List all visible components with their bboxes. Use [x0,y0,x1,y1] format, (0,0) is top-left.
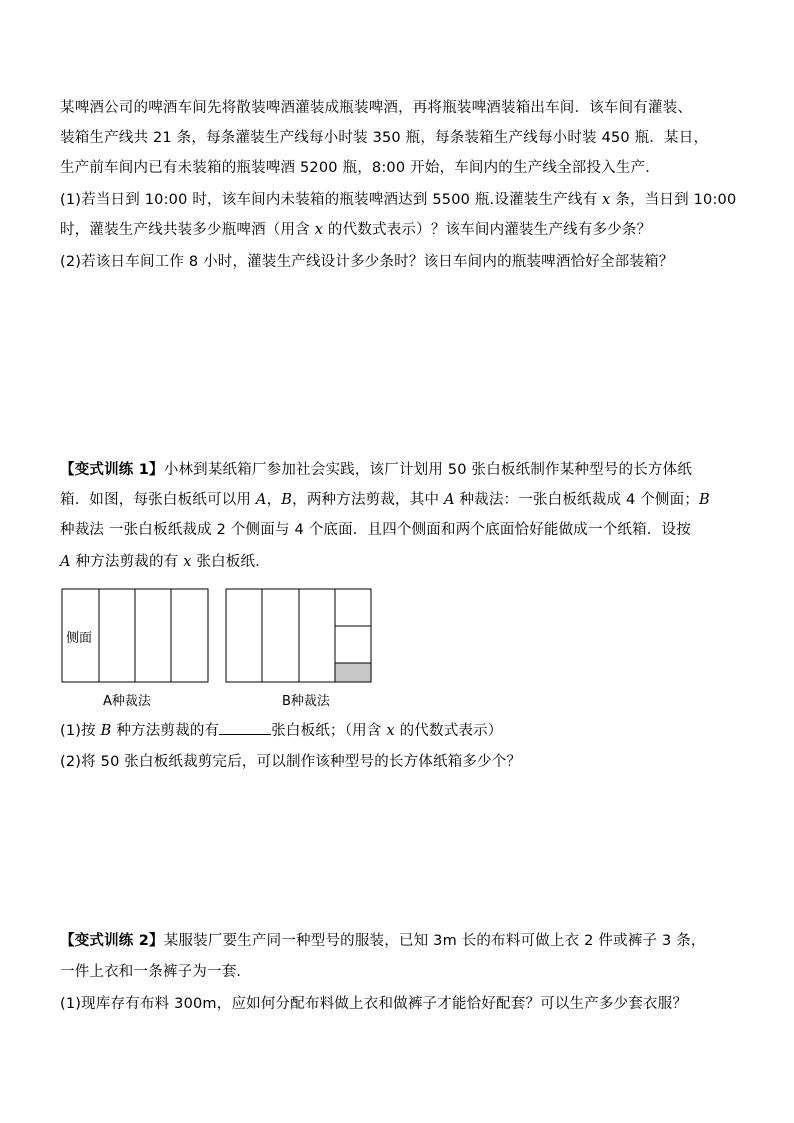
caption-b-method: B种裁法 [282,694,330,709]
variant1-line-3: 种裁法 一张白板纸裁成 2 个侧面与 4 个底面．且四个侧面和两个底面恰好能做成一个纸箱．设按 [60,522,691,538]
variant1-tag: 【变式训练 1】 [60,462,164,478]
variant2-tag: 【变式训练 2】 [60,933,164,949]
variant2-question-1: (1)现库存有布料 300m，应如何分配布料做上衣和做裤子才能恰好配套？可以生产多少套衣服？ [60,996,688,1012]
problem-text-line-3: 生产前车间内已有未装箱的瓶装啤酒 5200 瓶，8:00 开始，车间内的生产线全部投入生产． [60,160,660,176]
b-waste-area [336,664,371,682]
variant1-line-4: A 种方法剪裁的有 x 张白板纸． [60,554,270,570]
variant1-line-2: 箱．如图，每张白板纸可以用 A，B，两种方法剪裁，其中 A 种裁法：一张白板纸裁成 4 个侧面；B [60,492,710,508]
variant2-line-1: 【变式训练 2】某服装厂要生产同一种型号的服装，已知 3m 长的布料可做上衣 2 件或裤子 3 条， [60,933,706,949]
answer-blank[interactable] [219,720,271,735]
variant2-line-2: 一件上衣和一条裤子为一套． [60,964,252,980]
cutting-diagram [60,588,380,688]
caption-a-method: A种裁法 [103,694,151,709]
question-1-line-1: (1)若当日到 10:00 时，该车间内未装箱的瓶装啤酒达到 5500 瓶.设灌装生产线有 x 条，当日到 10:00 [60,192,737,208]
problem-text-line-2: 装箱生产线共 21 条，每条灌装生产线每小时装 350 瓶，每条装箱生产线每小时装 450 瓶．某日， [60,130,709,146]
question-2: (2)若该日车间工作 8 小时，灌装生产线设计多少条时？该日车间内的瓶装啤酒恰好全部装箱？ [60,254,674,270]
side-label: 侧面 [66,631,93,646]
problem-text-line-1: 某啤酒公司的啤酒车间先将散装啤酒灌装成瓶装啤酒，再将瓶装啤酒装箱出车间．该车间有灌装、 [60,100,693,116]
question-1-line-2: 时，灌装生产线共装多少瓶啤酒（用含 x 的代数式表示）？该车间内灌装生产线有多少条？ [60,222,652,238]
variant1-line-1: 【变式训练 1】小林到某纸箱厂参加社会实践，该厂计划用 50 张白板纸制作某种型号的长方体纸 [60,462,693,478]
variant1-question-2: (2)将 50 张白板纸裁剪完后，可以制作该种型号的长方体纸箱多少个？ [60,754,522,770]
variant1-question-1: (1)按 B 种方法剪裁的有 张白板纸；（用含 x 的代数式表示） [60,720,503,741]
